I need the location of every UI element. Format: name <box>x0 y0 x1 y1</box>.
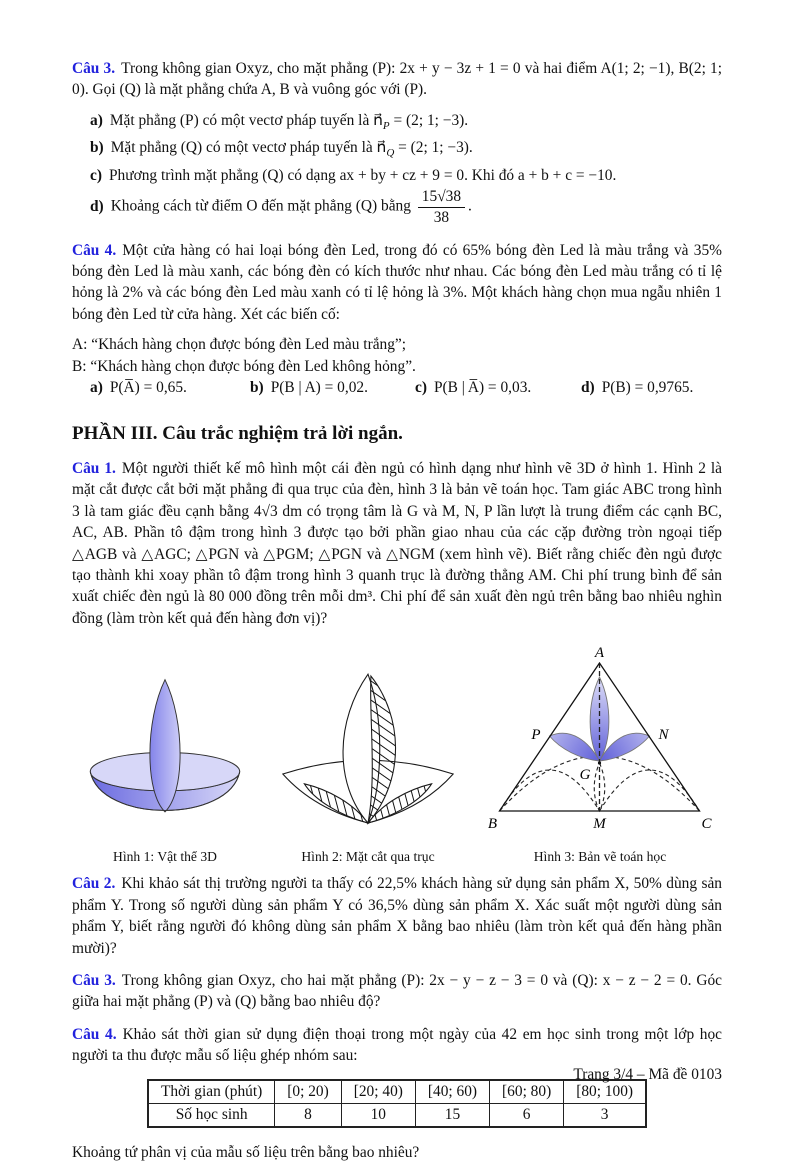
label-a: A <box>594 645 605 662</box>
statement-d: d) Khoảng cách từ điểm O đến mặt phẳng (Q) bằng $\frac{15√38}{38}$ . <box>90 188 472 226</box>
vector-subscript: Q <box>386 147 395 160</box>
label-p: P <box>531 727 541 744</box>
final-question: Khoảng tứ phân vị của mẫu số liệu trên bằng bao nhiêu? <box>72 1143 420 1161</box>
table-data-row <box>148 1103 646 1127</box>
question-text: Trong không gian Oxyz, cho mặt phẳng (P): 2x + y − 3z + 1 = 0 và hai điểm A(1; 2; −1), B(2; 1; 0). Gọi (Q) là mặt phẳng chứa A, B và vuông góc với (P). <box>72 60 722 99</box>
figure-caption: Hình 2: Mặt cắt qua trục <box>301 849 435 865</box>
question-p3-3 <box>72 970 722 1013</box>
table-header-cell: Thời gian (phút) <box>148 1080 275 1104</box>
cross-section-figure <box>275 666 461 838</box>
footer-page-info: Trang 3/4 – Mã đề 0103 <box>573 1066 722 1083</box>
table-header-cell: [20; 40) <box>341 1080 415 1104</box>
lamp-blade <box>150 680 180 812</box>
question-text: Trong không gian Oxyz, cho hai mặt phẳng (P): 2x − y − z − 3 = 0 và (Q): x − z − 2 = 0. Góc giữa hai mặt phẳng (P) và (Q) bằng bao nhiêu độ? <box>72 971 722 1011</box>
statement-a: a) Mặt phẳng (P) có một vectơ pháp tuyến là $n⃗_P = (2$; 1; −3). <box>90 111 469 132</box>
table-row-label: Số học sinh <box>148 1103 275 1127</box>
question-p2-4 <box>72 240 722 326</box>
question-label: Câu 2. <box>72 875 116 893</box>
figure-3 <box>480 643 720 865</box>
figure-1 <box>74 666 256 865</box>
math-diagram-figure <box>480 643 720 838</box>
table-cell: 3 <box>564 1103 646 1127</box>
question-label: Câu 4. <box>72 241 117 259</box>
fraction-denominator: 38 <box>433 208 450 226</box>
label-g: G <box>579 767 591 784</box>
question-text: Một cửa hàng có hai loại bóng đèn Led, trong đó có 65% bóng đèn Led là màu trắng và 35% bóng đèn Led là màu xanh, các bóng đèn có kích thước như nhau. Các bóng đèn Led màu trắng có tỉ lệ hỏng là 2% và các bóng đèn Led màu xanh có tỉ lệ hỏng là 3%. Một khách hàng chọn mua ngẫu nhiên 1 bóng đèn Led từ cửa hàng. Xét các biến cố: <box>72 241 723 323</box>
dashed-right-arc <box>600 770 700 811</box>
table-cell: 15 <box>415 1103 489 1127</box>
label-c: C <box>701 816 712 833</box>
statement-b: b) Mặt phẳng (Q) có một vectơ pháp tuyến là $n⃗_Q = (2$; 1; −3). <box>90 139 473 160</box>
question-label: Câu 3. <box>72 971 116 989</box>
question-p3-1 <box>72 458 722 629</box>
figure-2 <box>275 666 461 865</box>
table-header-cell: [80; 100) <box>564 1080 646 1104</box>
answer-a: a) P(A̅) = 0,65. <box>90 379 187 397</box>
table-header-cell: [60; 80) <box>490 1080 564 1104</box>
label-m: M <box>593 816 606 833</box>
question-label: Câu 3. <box>72 60 116 77</box>
figure-caption: Hình 1: Vật thể 3D <box>113 849 217 865</box>
event-b: B: “Khách hàng chọn được bóng đèn Led không hỏng”. <box>72 357 416 375</box>
question-text: Khảo sát thời gian sử dụng điện thoại trong một ngày của 42 em học sinh trong một lớp học người ta thu được mẫu số liệu ghép nhóm sau: <box>72 1025 723 1065</box>
label-n: N <box>658 727 669 744</box>
table-header-cell: [40; 60) <box>415 1080 489 1104</box>
question-label: Câu 1. <box>72 460 116 478</box>
point-g-dot <box>598 762 601 765</box>
answer-c: c) P(B | A̅) = 0,03. <box>415 379 532 397</box>
question-text: Một người thiết kế mô hình một cái đèn ngủ có hình dạng như hình vẽ 3D ở hình 1. Hình 2 là mặt cắt được cắt bởi mặt phẳng đi qua trục của đèn, hình 3 là bản vẽ toán học. Tam giác ABC trong hình 3 là tam giác đều cạnh bằng 4√3 dm có trọng tâm là G và M, N, P lần lượt là trung điểm các cạnh BC, AC, AB. Phần tô đậm trong hình 3 được tạo bởi phần giao nhau của các cặp đường tròn ngoại tiếp △AGB và △AGC; △PGN và △PGM; △PGN và △NGM (xem hình vẽ). Biết rằng chiếc đèn ngủ được tạo thành khi xoay phần tô đậm trong hình 3 quanh trục là đường thẳng AM. Chi phí trung bình để sản xuất chiếc đèn ngủ là 80 000 đồng trên mỗi dm³. Chi phí để sản xuất đèn ngủ trên bằng bao nhiêu nghìn đồng (làm tròn kết quả đến hàng đơn vị)? <box>72 460 722 627</box>
fraction-numerator: 15√38 <box>418 188 465 208</box>
event-a: A: “Khách hàng chọn được bóng đèn Led màu trắng”; <box>72 336 407 354</box>
question-p3-4 <box>72 1024 722 1067</box>
question-p3-2 <box>72 873 722 959</box>
vector-subscript: P <box>382 119 390 132</box>
table-header-cell: [0; 20) <box>275 1080 341 1104</box>
statement-c: c) Phương trình mặt phẳng (Q) có dạng ax + by + cz + 9 = 0. Khi đó a + b + c = −10. <box>90 166 617 184</box>
fraction <box>418 188 465 226</box>
answer-b: b) P(B | A) = 0,02. <box>250 379 368 397</box>
answer-d: d) P(B) = 0,9765. <box>581 379 694 397</box>
question-label: Câu 4. <box>72 1025 117 1043</box>
table-cell: 10 <box>341 1103 415 1127</box>
question-text: Khi khảo sát thị trường người ta thấy có 22,5% khách hàng sử dụng sản phẩm X, 50% dùng sản phẩm Y. Trong số người dùng sản phẩm Y có 36,5% dùng sản phẩm X. Xác suất một người dùng sản phẩm Y, biết rằng người đó không dùng sản phẩm X bằng bao nhiêu (làm tròn kết quả đến hàng phần mười)? <box>72 875 722 957</box>
answer-row <box>90 377 722 399</box>
lamp-3d-figure <box>74 666 256 838</box>
figure-caption: Hình 3: Bản vẽ toán học <box>533 849 667 865</box>
table-cell: 6 <box>490 1103 564 1127</box>
stats-table <box>147 1079 647 1128</box>
question-p2-3 <box>72 58 722 101</box>
figures-row <box>74 643 720 865</box>
label-b: B <box>487 816 498 833</box>
part-iii-title: PHẦN III. Câu trắc nghiệm trả lời ngắn. <box>72 423 403 445</box>
table-cell: 8 <box>275 1103 341 1127</box>
